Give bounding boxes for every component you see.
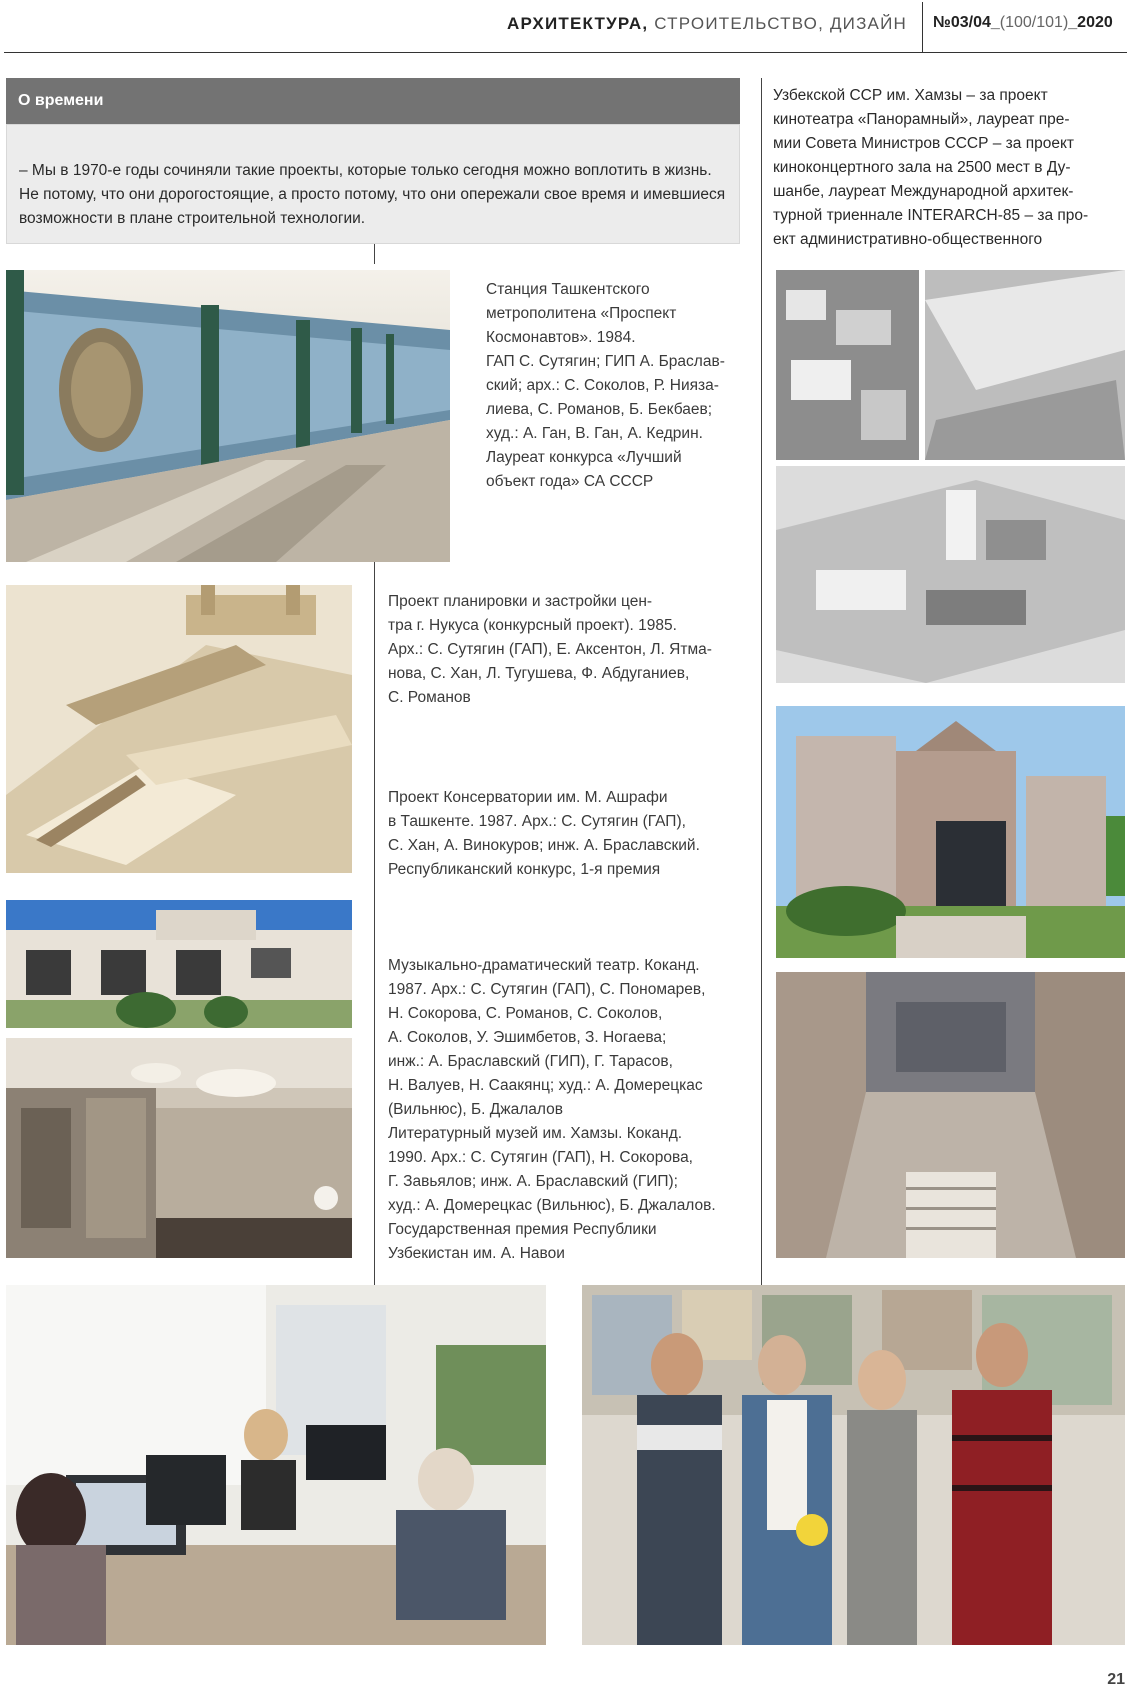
sidebar-title: О времени bbox=[6, 78, 740, 124]
column-rule-middle bbox=[374, 244, 375, 264]
group-photo-exhibition bbox=[582, 1285, 1125, 1645]
conservatory-building-photo bbox=[776, 706, 1125, 958]
design-office-photo bbox=[6, 1285, 546, 1645]
theatre-interior-stairs-photo bbox=[776, 972, 1125, 1258]
section-title-light: СТРОИТЕЛЬСТВО, ДИЗАЙН bbox=[654, 14, 907, 33]
column-rule-middle bbox=[374, 560, 375, 1296]
header-rule bbox=[4, 52, 1127, 53]
caption-conservatory-project: Проект Консерватории им. М. Ашрафи в Ташкенте. 1987. Арх.: С. Сутягин (ГАП), С. Хан, А. Винокуров; инж. А. Браславский. Республиканский конкурс, 1-я премия bbox=[388, 789, 700, 878]
caption-nukus-project: Проект планировки и застройки цен- тра г. Нукуса (конкурсный проект). 1985. Арх.: С. Сутягин (ГАП), Е. Аксентон, Л. Ятма- нова, С. Хан, Л. Тугушева, Ф. Абдуганиев, С. Романов bbox=[388, 593, 712, 706]
page-number: 21 bbox=[1107, 1671, 1125, 1688]
magazine-section-title bbox=[507, 14, 907, 34]
section-title-bold: АРХИТЕКТУРА, bbox=[507, 14, 649, 33]
caption-theatre-and-museum: Музыкально-драматический театр. Коканд. 1987. Арх.: С. Сутягин (ГАП), С. Пономарев, Н. Сокорова, С. Романов, С. Соколов, А. Соколов, У. Эшимбетов, З. Ногаева; инж.: А. Браславский (ГИП), Г. Тарасов, Н. Валуев, Н. Саакянц; худ.: А. Домерецкас (Вильнюс), Б. Джалалов Литературный музей им. Хамзы. Коканд. 1990. Арх.: С. Сутягин (ГАП), Н. Сокорова, Г. Завьялов; инж. А. Браславский (ГИП); худ.: А. Домерецкас (Вильнюс), Б. Джалалов. Государственная премия Республики Узбекистан им. А. Навои bbox=[388, 957, 716, 1262]
intro-text: Узбекской ССР им. Хамзы – за проект кинотеатра «Панорамный», лауреат пре- мии Совета Министров СССР – за проект киноконцертного зала на 2500 мест в Ду- шанбе, лауреат Международной архитек- турной триеннале INTERARCH-85 – за про- ект административно-общественного bbox=[773, 87, 1089, 248]
administrative-building-model-photos bbox=[776, 270, 1125, 683]
nukus-centre-model-photo bbox=[6, 585, 352, 873]
column-rule-right bbox=[761, 78, 762, 1296]
theatre-exterior-photo bbox=[6, 900, 352, 1028]
header-separator bbox=[922, 2, 923, 52]
issue-number: №03/04_(100/101)_2020 bbox=[933, 14, 1113, 31]
caption-metro-station: Станция Ташкентского метрополитена «Проспект Космонавтов». 1984. ГАП С. Сутягин; ГИП А. Браслав- ский; арх.: С. Соколов, Р. Нияза- лиева, С. Романов, Б. Бекбаев; худ.: А. Ган, В. Ган, А. Кедрин. Лауреат конкурса «Лучший объект года» СА СССР bbox=[486, 281, 725, 490]
metro-station-photo bbox=[6, 270, 450, 562]
sidebar-text: – Мы в 1970-е годы сочиняли такие проекты, которые только сегодня можно воплотить в жизнь. Не потому, что они дорогостоящие, а просто потому, что они опережали свое время и имевшиеся возможности в плане строительной технологии. bbox=[6, 124, 740, 244]
literary-museum-interior-photo bbox=[6, 1038, 352, 1258]
